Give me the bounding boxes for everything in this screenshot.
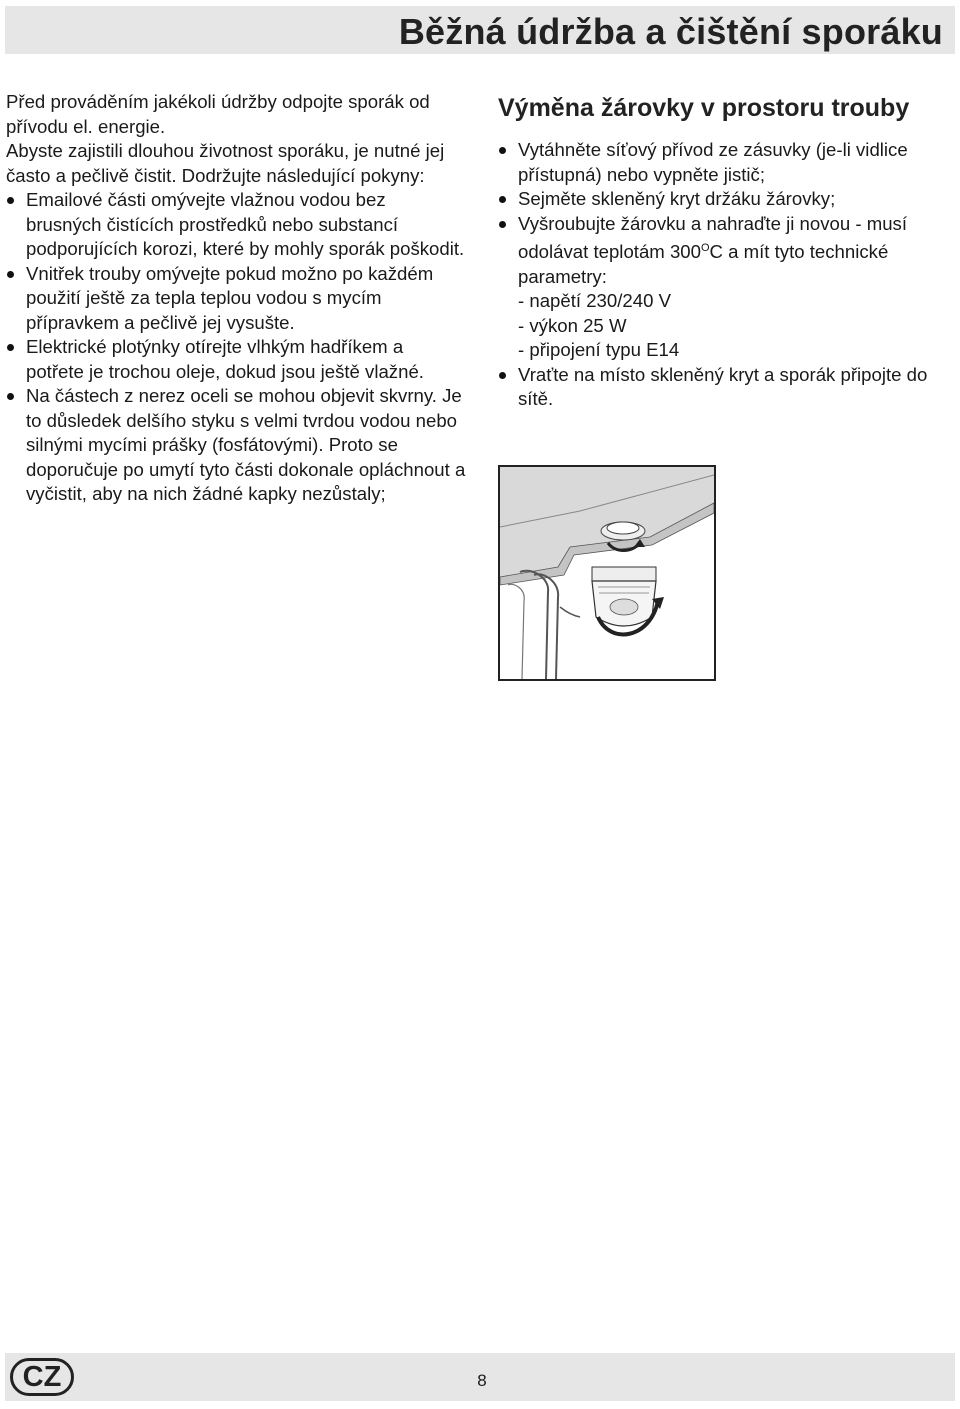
oven-lamp-drawing: [500, 467, 714, 679]
list-item-text: Vyšroubujte žárovku a nahraďte ji novou - musí odolávat teplotám 300: [518, 212, 908, 262]
list-item: Na částech z nerez oceli se mohou objevit skvrny. Je to důsledek delšího styku s velmi tvrdou vodou nebo silnými mycími prášky (fosfátovými). Proto se doporučuje po umytí tyto části dokonale opláchnout a vyčistit, aby na nich žádné kapky nezůstaly;: [6, 384, 466, 507]
section-title: Výměna žárovky v prostoru trouby: [498, 94, 910, 122]
lamp-holder-ring: [607, 522, 639, 534]
list-item: Vraťte na místo skleněný kryt a sporák připojte do sítě.: [498, 363, 953, 412]
bulb-replacement-list: [498, 138, 953, 412]
right-column: [498, 92, 953, 412]
list-item: Emailové části omývejte vlažnou vodou bez brusných čistících prostředků nebo substancí podporujících korozi, které by mohly sporák poškodit.: [6, 188, 466, 262]
country-code-badge: CZ: [10, 1358, 74, 1396]
spec-power: - výkon 25 W: [518, 314, 627, 336]
glass-cover-rim: [592, 567, 656, 581]
page-title: Běžná údržba a čištění sporáku: [398, 11, 943, 52]
rack-rail: [520, 571, 548, 679]
list-item: Vnitřek trouby omývejte pokud možno po každém použití ještě za tepla teplou vodou s mycím přípravkem a pečlivě jej vysušte.: [6, 262, 466, 336]
degree-sign: O: [700, 242, 710, 254]
list-item: Elektrické plotýnky otírejte vlhkým hadříkem a potřete je trochou oleje, dokud jsou ještě vlažné.: [6, 335, 466, 384]
left-column: [6, 90, 466, 507]
list-item-text: C a mít tyto technické parametry:: [518, 241, 889, 287]
cleaning-instructions-list: [6, 188, 466, 507]
spec-voltage: - napětí 230/240 V: [518, 290, 671, 311]
bulb-base: [610, 599, 638, 615]
rack-rail: [508, 584, 524, 679]
spec-socket: - připojení typu E14: [518, 339, 680, 360]
list-item: [498, 212, 953, 363]
bulb-replacement-illustration: [498, 465, 716, 681]
page-number: 8: [477, 1371, 487, 1390]
intro-paragraph: Před prováděním jakékoli údržby odpojte sporák od přívodu el. energie.: [6, 91, 430, 137]
rack-rail: [560, 607, 580, 617]
header-bar: [5, 6, 955, 54]
list-item: Vytáhněte síťový přívod ze zásuvky (je-li vidlice přístupná) nebo vypněte jistič;: [498, 138, 953, 187]
intro-paragraph: Abyste zajistili dlouhou životnost sporáku, je nutné jej často a pečlivě čistit. Dodržujte následující pokyny:: [6, 140, 445, 186]
list-item: Sejměte skleněný kryt držáku žárovky;: [498, 187, 953, 212]
